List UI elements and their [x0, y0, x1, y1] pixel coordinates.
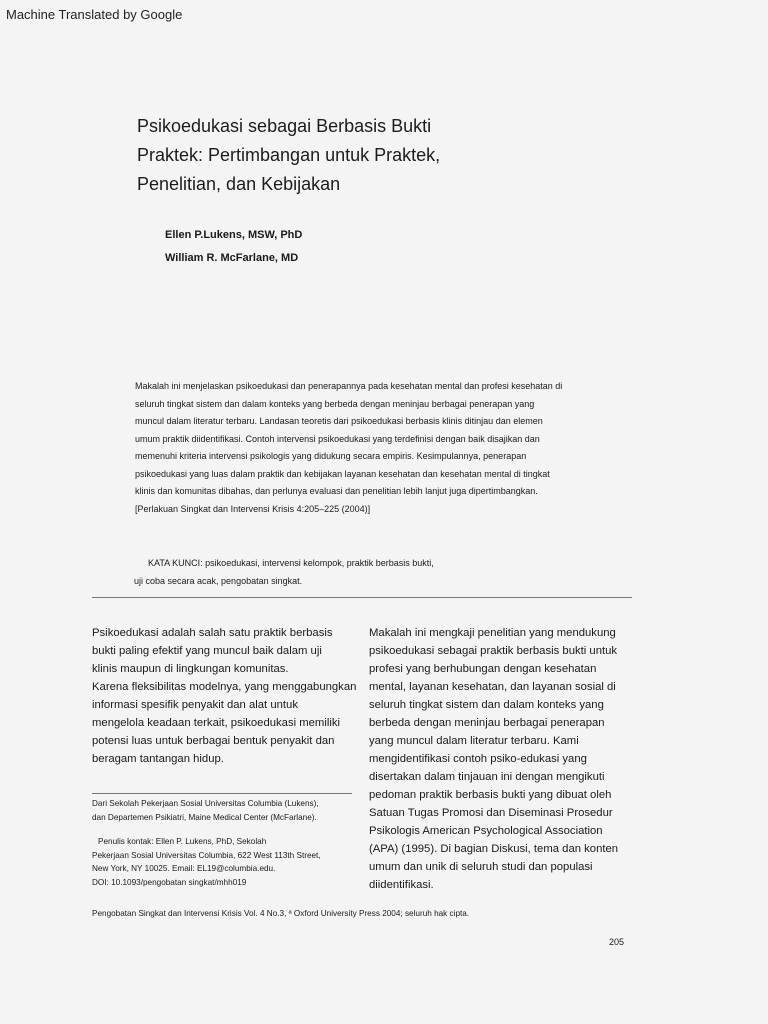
abstract	[135, 378, 605, 518]
body-line: mengidentifikasi contoh psiko-edukasi yang	[369, 753, 587, 765]
body-line: bukti paling efektif yang muncul baik dalam uji	[92, 645, 322, 657]
body-line: klinis maupun di lingkungan komunitas.	[92, 663, 289, 675]
footnote-contact	[92, 835, 321, 876]
body-line: yang muncul dalam literatur terbaru. Kami	[369, 735, 579, 747]
body-line: Makalah ini mengkaji penelitian yang mendukung	[369, 627, 616, 639]
doi: DOI: 10.1093/pengobatan singkat/mhh019	[92, 878, 247, 887]
abstract-line: Makalah ini menjelaskan psikoedukasi dan penerapannya pada kesehatan mental dan profesi kesehatan di	[135, 381, 563, 391]
body-line: mental, layanan kesehatan, dan layanan sosial di	[369, 681, 616, 693]
footnote-line: Pekerjaan Sosial Universitas Columbia, 622 West 113th Street,	[92, 850, 321, 860]
abstract-line: umum praktik diidentifikasi. Contoh intervensi psikoedukasi yang terdefinisi dengan baik disajikan dan	[135, 433, 540, 444]
abstract-line: klinis dan komunitas dibahas, dan perlunya evaluasi dan penelitian lebih lanjut juga dipertimbangkan.	[135, 486, 538, 496]
body-line: Karena fleksibilitas modelnya, yang menggabungkan	[92, 681, 357, 693]
body-line: Psikologis American Psychological Association	[369, 825, 603, 837]
abstract-line: seluruh tingkat sistem dan dalam konteks yang berbeda dengan meninjau berbagai penerapan yang	[135, 398, 535, 409]
footnote-line: Penulis kontak: Ellen P. Lukens, PhD, Sekolah	[98, 837, 267, 846]
body-line: (APA) (1995). Di bagian Diskusi, tema dan konten	[369, 843, 619, 855]
author-2: William R. McFarlane, MD	[165, 252, 299, 264]
body-line: disertakan dalam tinjauan ini dengan mengikuti	[369, 771, 605, 783]
body-line: psikoedukasi sebagai praktik berbasis bukti untuk	[369, 645, 618, 657]
body-line: seluruh tingkat sistem dan dalam konteks yang	[369, 699, 604, 711]
title-line: Psikoedukasi sebagai Berbasis Bukti	[137, 116, 432, 136]
abstract-line: psikoedukasi yang luas dalam praktik dan kebijakan layanan kesehatan dan kesehatan mental di tingkat	[135, 468, 550, 479]
body-line: Psikoedukasi adalah salah satu praktik berbasis	[92, 627, 333, 639]
footnote-line: New York, NY 10025. Email: EL19@columbia.edu.	[92, 864, 276, 873]
body-line: mengelola keadaan terkait, psikoedukasi memiliki	[92, 717, 341, 729]
body-line: informasi spesifik penyakit dan alat untuk	[92, 699, 298, 711]
footnote-divider	[92, 793, 352, 794]
body-line: profesi yang berhubungan dengan kesehatan	[369, 663, 597, 675]
body-line: beragam tantangan hidup.	[92, 753, 224, 765]
body-right-column	[369, 624, 631, 894]
paper-title	[137, 112, 557, 199]
footnote-line: Dari Sekolah Pekerjaan Sosial Universitas Columbia (Lukens),	[92, 799, 319, 808]
footnote-affiliation	[92, 797, 319, 824]
abstract-line: muncul dalam literatur terbaru. Landasan teoretis dari psikoedukasi berbasis klinis ditinjau dan elemen	[135, 416, 543, 426]
body-line: umum dan unik di seluruh studi dan populasi	[369, 861, 593, 873]
body-line: berbeda dengan meninjau berbagai penerapan	[369, 717, 605, 729]
abstract-line: memenuhi kriteria intervensi psikologis yang didukung secara empiris. Kesimpulannya, penerapan	[135, 451, 527, 461]
keywords	[134, 554, 434, 590]
journal-citation: Pengobatan Singkat dan Intervensi Krisis Vol. 4 No.3, ª Oxford University Press 2004; seluruh hak cipta.	[92, 909, 470, 918]
footnote-line: dan Departemen Psikiatri, Maine Medical Center (McFarlane).	[92, 812, 317, 822]
body-left-column	[92, 624, 367, 768]
keywords-line: uji coba secara acak, pengobatan singkat.	[134, 576, 303, 586]
body-line: Satuan Tugas Promosi dan Diseminasi Prosedur	[369, 807, 613, 819]
title-line: Penelitian, dan Kebijakan	[137, 174, 341, 194]
abstract-citation: [Perlakuan Singkat dan Intervensi Krisis 4:205–225 (2004)]	[135, 503, 371, 514]
machine-translation-banner: Machine Translated by Google	[6, 7, 183, 22]
body-line: diidentifikasi.	[369, 879, 434, 891]
keywords-line: KATA KUNCI: psikoedukasi, intervensi kelompok, praktik berbasis bukti,	[148, 558, 434, 568]
body-line: potensi luas untuk berbagai bentuk penyakit dan	[92, 735, 335, 747]
page-number: 205	[609, 937, 625, 947]
author-1: Ellen P.Lukens, MSW, PhD	[165, 229, 303, 241]
section-divider	[92, 597, 632, 598]
body-line: pedoman praktik berbasis bukti yang dibuat oleh	[369, 789, 612, 801]
title-line: Praktek: Pertimbangan untuk Praktek,	[137, 145, 441, 165]
